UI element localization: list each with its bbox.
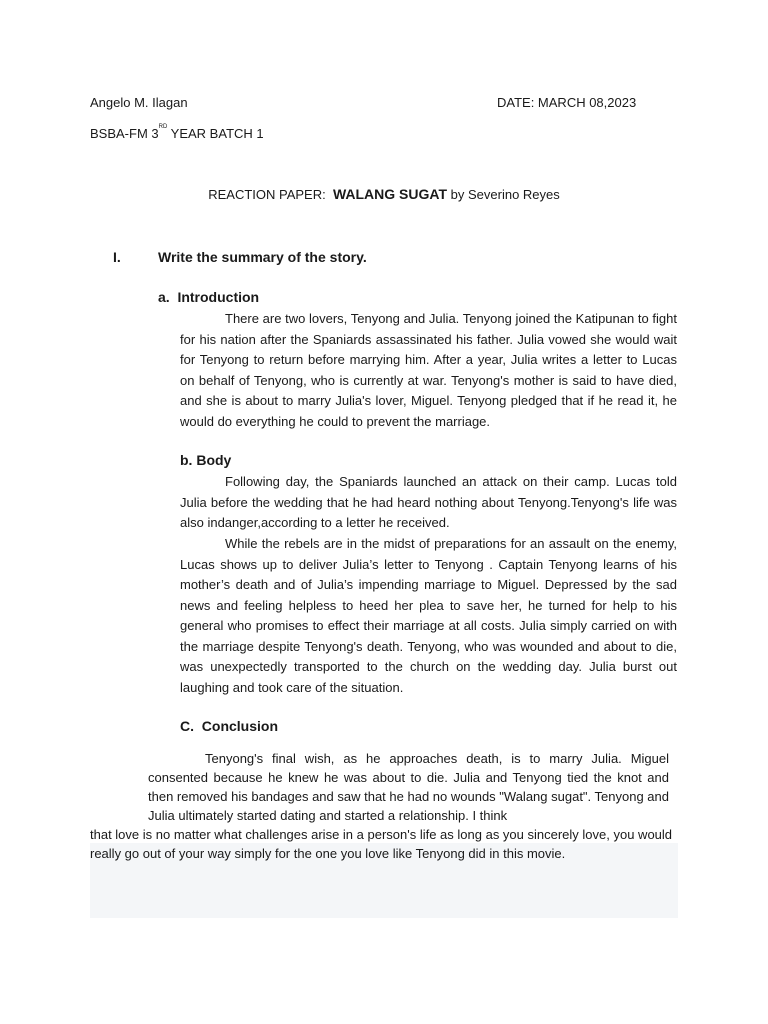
date-line: DATE: MARCH 08,2023 <box>497 95 637 110</box>
course-line <box>90 126 264 141</box>
author-name: Angelo M. Ilagan <box>90 95 188 110</box>
course-suffix: YEAR BATCH 1 <box>167 126 264 141</box>
paper-title <box>0 186 768 202</box>
title-work: WALANG SUGAT <box>332 186 448 202</box>
course-prefix: BSBA-FM 3 <box>90 126 159 141</box>
title-suffix: by Severino Reyes <box>447 187 560 202</box>
title-prefix: REACTION PAPER: <box>208 187 333 202</box>
course-superscript: RD <box>158 124 168 130</box>
intro-paragraph: There are two lovers, Tenyong and Julia. Tenyong joined the Katipunan to fight for his nation after the Spaniards assassinated his father. Julia vowed she would wait for Tenyong to return before marrying him. After a year, Julia writes a letter to Lucas on behalf of Tenyong, who is currently at war. Tenyong's mother is said to have died, and she is about to marry Julia's lover, Miguel. Tenyong pledged that if he read it, he would do everything he could to prevent the marriage. <box>180 311 677 429</box>
intro-label: a. Introduction <box>158 289 260 305</box>
conclusion-label: C. Conclusion <box>180 718 278 734</box>
conclusion-paragraph-full: that love is no matter what challenges arise in a person's life as long as you sincerely love, you would really go out of your way simply for the one you love like Tenyong did in this movie. <box>90 827 673 861</box>
conclusion-paragraph-indented: Tenyong's final wish, as he approaches death, is to marry Julia. Miguel consented because he knew he was about to die. Julia and Tenyong tied the knot and then removed his bandages and saw that he had no wounds "Walang sugat". Tenyong and Julia ultimately started dating and started a relationship. I think <box>148 751 669 823</box>
body-paragraph-2: While the rebels are in the midst of preparations for an assault on the enemy, Lucas shows up to deliver Julia’s letter to Tenyong . Captain Tenyong learns of his mother’s death and of Julia’s impending marriage to Miguel. Depressed by the sad news and feeling helpless to heed her plea to save her, he turned for help to his general who promises to effect their marriage at all costs. Julia simply carried on with the marriage despite Tenyong's death. Tenyong, who was wounded and about to die, was unexpectedly transported to the church on the wedding day. Julia burst out laughing and took care of the situation. <box>180 536 677 695</box>
section-heading: Write the summary of the story. <box>158 249 367 265</box>
section-number: I. <box>113 249 121 265</box>
body-paragraph-1: Following day, the Spaniards launched an attack on their camp. Lucas told Julia before the wedding that he had heard nothing about Tenyong.Tenyong's life was also indanger,according to a letter he received. <box>180 474 677 530</box>
body-label: b. Body <box>180 452 232 468</box>
